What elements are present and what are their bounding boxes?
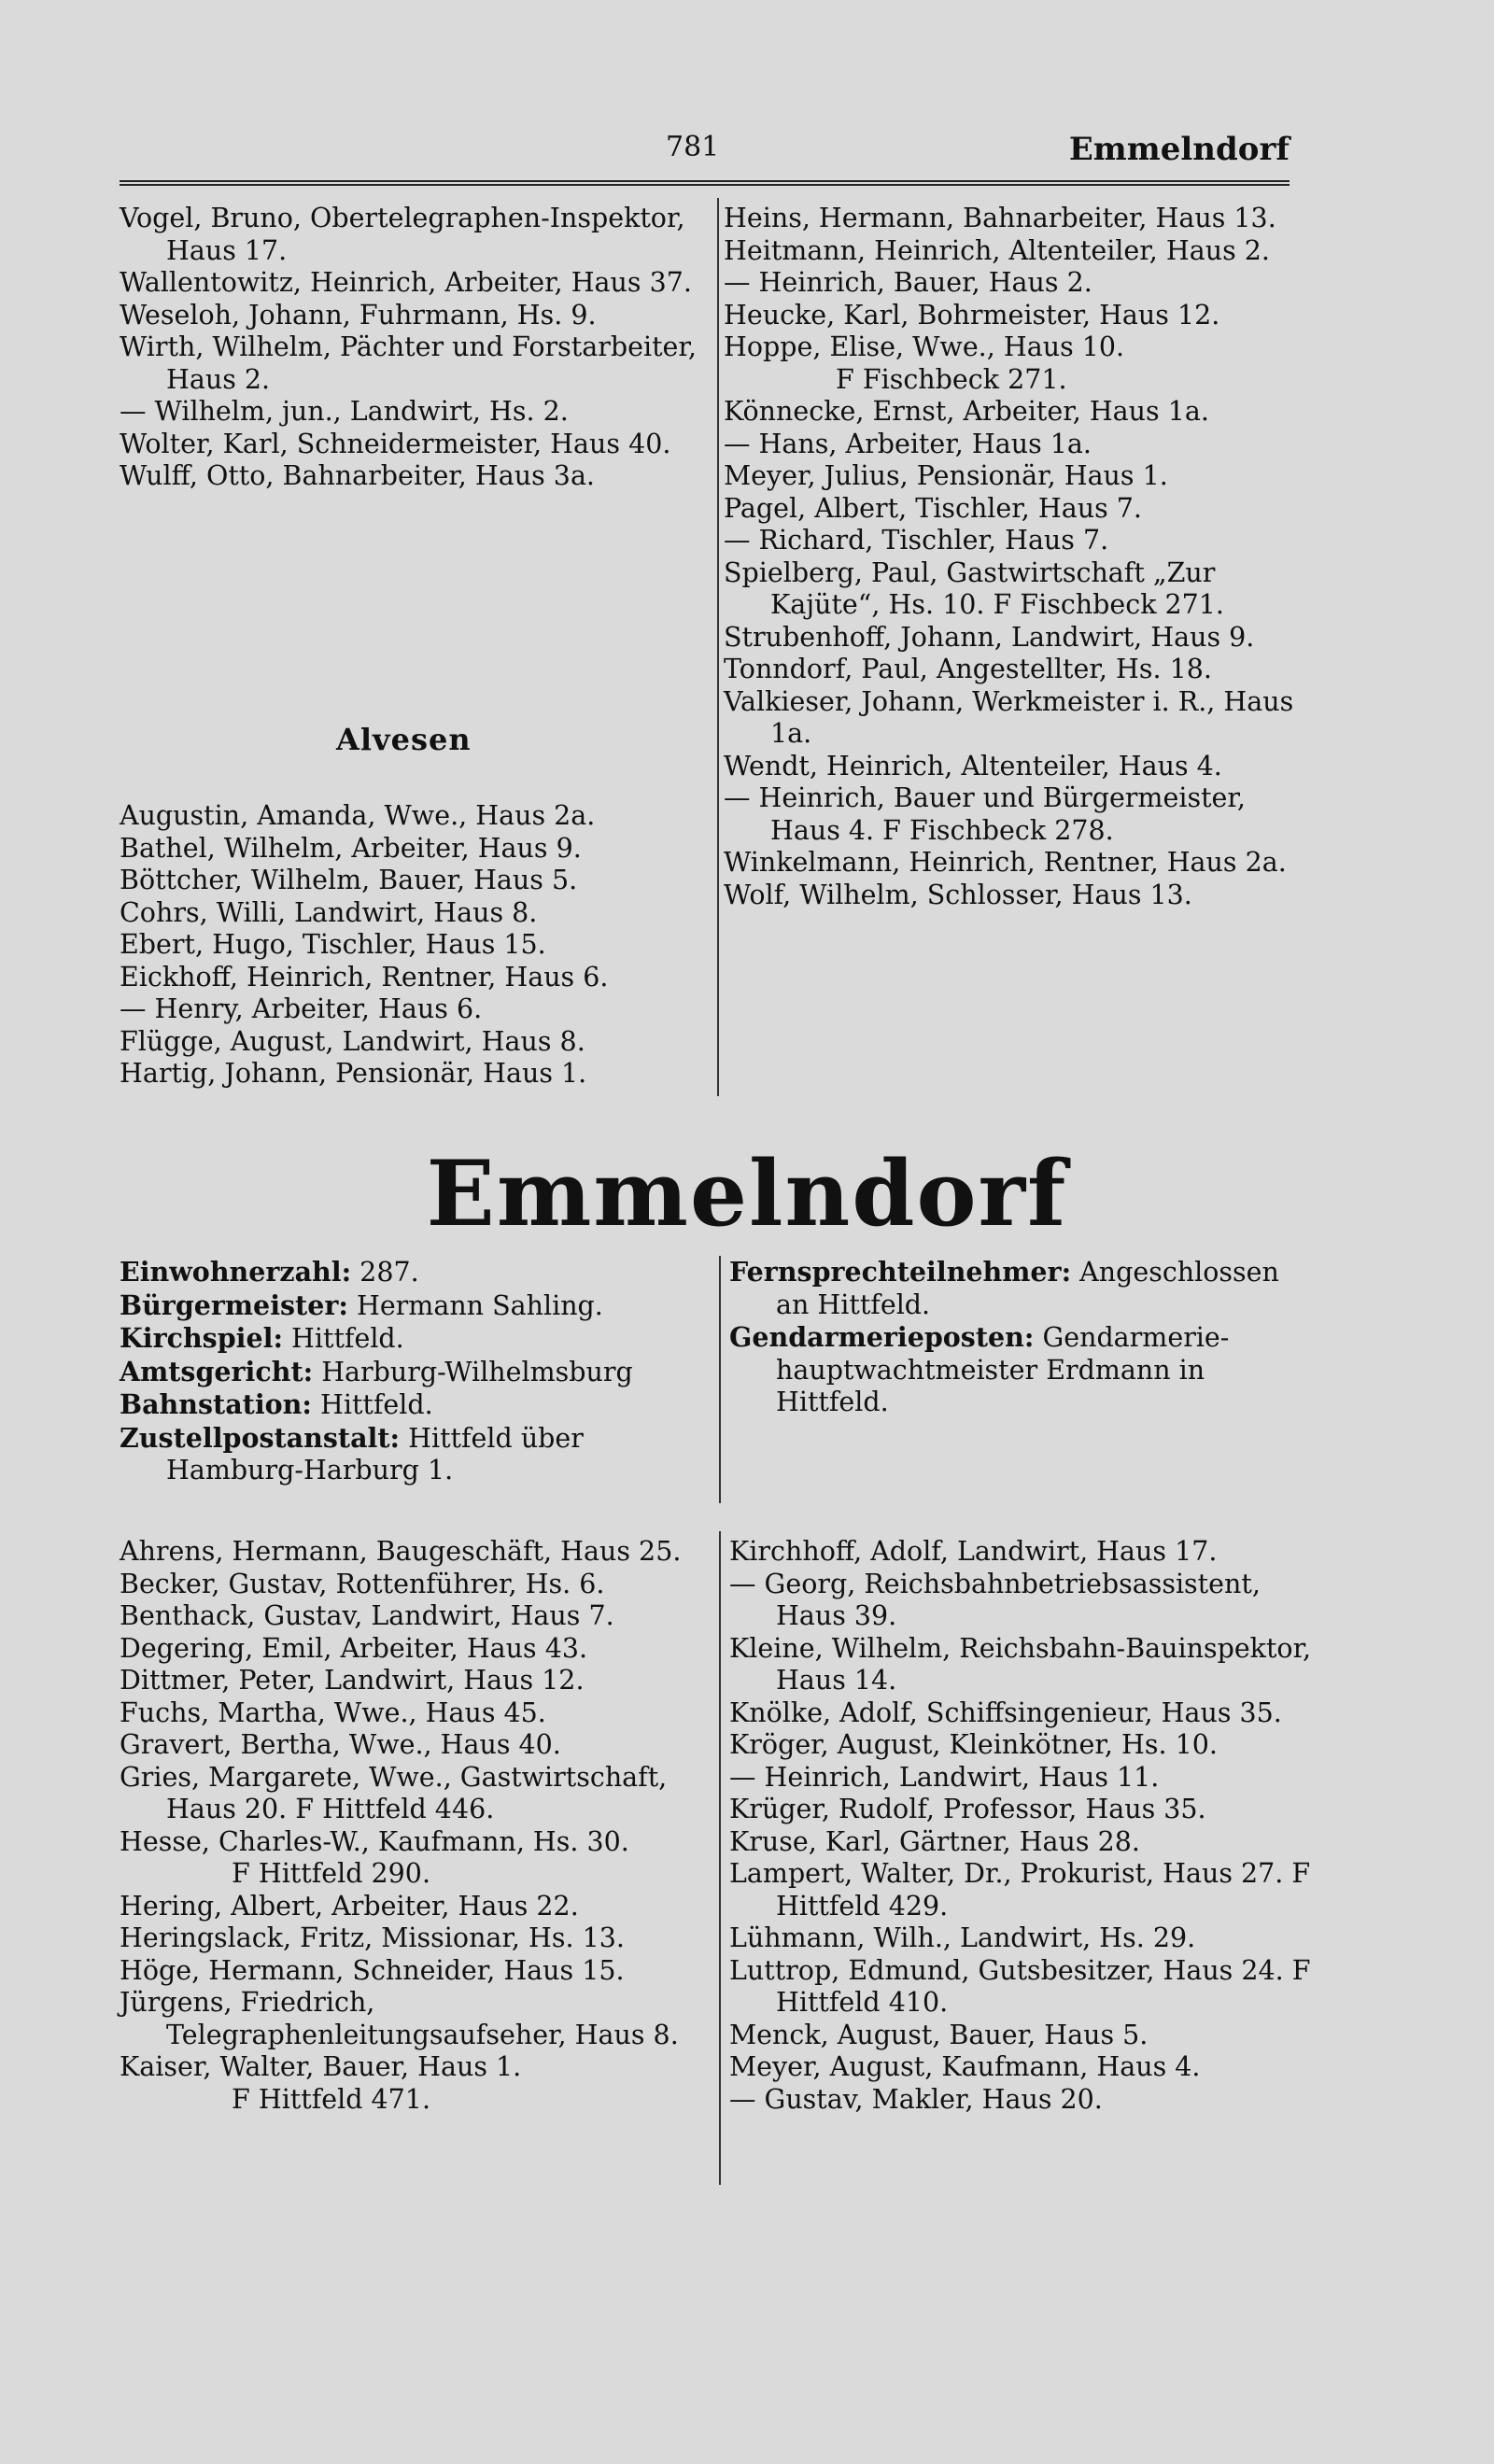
entry-text: — Heinrich, Bauer, Haus 2. (724, 267, 1092, 298)
directory-entry (729, 1762, 1327, 1795)
info-row (729, 1256, 1308, 1321)
directory-entry (724, 622, 1303, 655)
info-value: Hittfeld. (311, 1389, 433, 1420)
directory-entry (120, 1697, 717, 1730)
directory-entry (729, 1858, 1327, 1922)
entry-text: Wallentowitz, Heinrich, Arbeiter, Haus 37. (120, 267, 692, 298)
entry-text: Weseloh, Johann, Fuhrmann, Hs. 9. (120, 299, 597, 331)
top-left-column (120, 203, 717, 493)
entry-text: Krüger, Rudolf, Professor, Haus 35. (729, 1794, 1206, 1824)
entry-text: Menck, August, Bauer, Haus 5. (729, 2019, 1149, 2050)
entry-phone: F Hittfeld 471. (232, 2083, 430, 2115)
entry-text: Eickhoff, Heinrich, Rentner, Haus 6. (120, 961, 609, 993)
entry-text: Wulff, Otto, Bahnarbeiter, Haus 3a. (120, 460, 595, 491)
info-value: Hittfeld. (282, 1323, 404, 1354)
entry-text: — Richard, Tischler, Haus 7. (724, 525, 1109, 556)
entry-text: Valkieser, Johann, Werkmeister i. R., Haus 1a. (724, 685, 1294, 749)
directory-entry (120, 865, 717, 897)
info-key: Amtsgericht: (120, 1355, 314, 1387)
entry-text: Wirth, Wilhelm, Pächter und Forstarbeiter, Haus 2. (120, 331, 697, 395)
entry-text: Winkelmann, Heinrich, Rentner, Haus 2a. (724, 847, 1287, 878)
bottom-right-column (729, 1536, 1327, 2116)
entry-text: — Heinrich, Bauer und Bürgermeister, Haus 4. F Fischbeck 278. (724, 782, 1246, 846)
top-right-column (724, 203, 1303, 911)
entry-text: Hartig, Johann, Pensionär, Haus 1. (120, 1058, 587, 1089)
directory-entry (729, 1569, 1327, 1633)
directory-entry (724, 429, 1303, 461)
entry-text: — Henry, Arbeiter, Haus 6. (120, 993, 483, 1024)
info-key: Zustellpostanstalt: (120, 1421, 401, 1454)
directory-entry (724, 847, 1303, 880)
bottom-left-column (120, 1536, 717, 2116)
directory-entry (724, 203, 1303, 235)
info-value: Hittfeld über Hamburg-Harburg 1. (166, 1422, 584, 1485)
entry-text: Heringslack, Fritz, Missionar, Hs. 13. (120, 1922, 625, 1953)
entry-text: Lampert, Walter, Dr., Prokurist, Haus 27. F Hittfeld 429. (729, 1858, 1311, 1922)
entry-text: — Wilhelm, jun., Landwirt, Hs. 2. (120, 396, 569, 427)
directory-entry (729, 1826, 1327, 1859)
info-value: Hermann Sahling. (347, 1289, 603, 1321)
entry-text: Vogel, Bruno, Obertelegraphen-Inspektor, Haus 17. (120, 203, 685, 266)
entry-text: Gravert, Bertha, Wwe., Haus 40. (120, 1729, 561, 1760)
column-divider-info (719, 1256, 721, 1503)
directory-entry (724, 331, 1303, 396)
directory-entry (120, 1633, 717, 1666)
directory-entry (120, 962, 717, 994)
entry-text: Könnecke, Ernst, Arbeiter, Haus 1a. (724, 396, 1209, 427)
entry-text: Meyer, Julius, Pensionär, Haus 1. (724, 460, 1168, 491)
info-row (120, 1356, 717, 1389)
directory-entry (120, 929, 717, 962)
info-value: Gendarmerie-hauptwachtmeister Erdmann in Hittfeld. (776, 1322, 1230, 1417)
info-key: Einwohnerzahl: (120, 1256, 352, 1288)
info-value: Harburg-Wilhelmsburg (313, 1356, 633, 1387)
entry-text: Heucke, Karl, Bohrmeister, Haus 12. (724, 299, 1220, 331)
directory-entry (120, 2051, 717, 2116)
column-divider-top (717, 198, 719, 1096)
directory-entry (724, 654, 1303, 686)
directory-entry (120, 1987, 717, 2051)
running-title: Emmelndorf (1068, 131, 1290, 168)
info-value: Angeschlossen an Hittfeld. (776, 1257, 1279, 1320)
entry-text: Augustin, Amanda, Wwe., Haus 2a. (120, 800, 596, 831)
entry-text: Böttcher, Wilhelm, Bauer, Haus 5. (120, 865, 578, 895)
directory-entry (120, 267, 717, 300)
directory-entry (724, 460, 1303, 493)
entry-text: Kruse, Karl, Gärtner, Haus 28. (729, 1825, 1140, 1857)
directory-entry (724, 493, 1303, 526)
info-row (120, 1322, 717, 1356)
entry-phone: F Fischbeck 271. (836, 363, 1067, 395)
directory-entry (120, 331, 717, 396)
entry-text: Pagel, Albert, Tischler, Haus 7. (724, 492, 1142, 524)
directory-entry (729, 2051, 1327, 2084)
directory-entry (120, 300, 717, 332)
entry-text: Heitmann, Heinrich, Altenteiler, Haus 2. (724, 234, 1270, 266)
entry-text: — Heinrich, Landwirt, Haus 11. (729, 1761, 1160, 1793)
directory-entry (729, 1955, 1327, 2020)
directory-entry (724, 235, 1303, 268)
info-row (120, 1422, 717, 1487)
entry-text: Becker, Gustav, Rottenführer, Hs. 6. (120, 1568, 605, 1599)
info-row (120, 1388, 717, 1422)
directory-entry (724, 396, 1303, 429)
directory-entry (120, 203, 717, 267)
directory-entry (724, 782, 1303, 847)
directory-entry (724, 686, 1303, 751)
directory-entry (120, 429, 717, 461)
directory-entry (729, 1633, 1327, 1697)
entry-text: — Hans, Arbeiter, Haus 1a. (724, 428, 1092, 459)
directory-entry (724, 267, 1303, 300)
directory-entry (120, 1729, 717, 1762)
info-value: 287. (351, 1257, 419, 1288)
directory-entry (120, 460, 717, 493)
entry-text: Ebert, Hugo, Tischler, Haus 15. (120, 929, 546, 960)
directory-entry (120, 833, 717, 866)
directory-entry (120, 1762, 717, 1826)
directory-entry (120, 1955, 717, 1988)
entry-text: Kröger, August, Kleinkötner, Hs. 10. (729, 1729, 1218, 1760)
entry-text: — Gustav, Makler, Haus 20. (729, 2083, 1103, 2115)
page-number: 781 (666, 131, 720, 163)
directory-entry (120, 1600, 717, 1633)
info-left-column (120, 1256, 717, 1487)
entry-text: Fuchs, Martha, Wwe., Haus 45. (120, 1697, 546, 1728)
entry-text: Hesse, Charles-W., Kaufmann, Hs. 30. (120, 1825, 629, 1857)
directory-entry (729, 1922, 1327, 1955)
directory-entry (120, 1026, 717, 1059)
info-key: Bahnstation: (120, 1388, 312, 1420)
entry-text: — Georg, Reichsbahnbetriebsassistent, Haus 39. (729, 1568, 1261, 1631)
info-key: Fernsprechteilnehmer: (729, 1256, 1072, 1288)
entry-text: Benthack, Gustav, Landwirt, Haus 7. (120, 1600, 614, 1631)
entry-text: Degering, Emil, Arbeiter, Haus 43. (120, 1632, 588, 1664)
directory-entry (120, 1569, 717, 1601)
info-right-column (729, 1256, 1308, 1419)
alvesen-column (120, 800, 717, 1091)
info-row (729, 1321, 1308, 1419)
directory-entry (729, 2020, 1327, 2052)
info-row (120, 1289, 717, 1323)
entry-text: Kaiser, Walter, Bauer, Haus 1. (120, 2051, 522, 2082)
entry-text: Wendt, Heinrich, Altenteiler, Haus 4. (724, 750, 1222, 781)
directory-entry (729, 1536, 1327, 1569)
entry-text: Hering, Albert, Arbeiter, Haus 22. (120, 1890, 579, 1922)
entry-text: Lühmann, Wilh., Landwirt, Hs. 29. (729, 1922, 1196, 1953)
entry-text: Jürgens, Friedrich, Telegraphenleitungsaufseher, Haus 8. (120, 1987, 679, 2050)
entry-text: Knölke, Adolf, Schiffsingenieur, Haus 35. (729, 1697, 1282, 1728)
directory-entry (120, 993, 717, 1026)
directory-entry (729, 2084, 1327, 2117)
directory-entry (729, 1729, 1327, 1762)
info-key: Gendarmerieposten: (729, 1321, 1035, 1353)
directory-entry (724, 525, 1303, 557)
directory-entry (120, 396, 717, 429)
info-key: Bürgermeister: (120, 1288, 348, 1321)
info-key: Kirchspiel: (120, 1322, 283, 1354)
directory-entry (120, 1922, 717, 1955)
entry-text: Flügge, August, Landwirt, Haus 8. (120, 1025, 585, 1057)
entry-text: Strubenhoff, Johann, Landwirt, Haus 9. (724, 621, 1255, 653)
directory-entry (724, 557, 1303, 622)
entry-text: Meyer, August, Kaufmann, Haus 4. (729, 2051, 1201, 2082)
directory-entry (120, 1536, 717, 1569)
directory-entry (120, 1891, 717, 1923)
directory-entry (120, 1665, 717, 1697)
entry-text: Dittmer, Peter, Landwirt, Haus 12. (120, 1665, 585, 1696)
directory-entry (120, 1058, 717, 1091)
entry-text: Heins, Hermann, Bahnarbeiter, Haus 13. (724, 203, 1276, 233)
page-header (120, 131, 1290, 177)
entry-text: Höge, Hermann, Schneider, Haus 15. (120, 1954, 625, 1986)
directory-entry (729, 1794, 1327, 1826)
entry-text: Ahrens, Hermann, Baugeschäft, Haus 25. (120, 1536, 682, 1567)
directory-entry (724, 751, 1303, 783)
entry-text: Spielberg, Paul, Gastwirtschaft „Zur Kajüte“, Hs. 10. F Fischbeck 271. (724, 556, 1224, 620)
directory-entry (724, 880, 1303, 912)
entry-text: Hoppe, Elise, Wwe., Haus 10. (724, 331, 1125, 362)
directory-entry (729, 1697, 1327, 1730)
entry-text: Wolter, Karl, Schneidermeister, Haus 40. (120, 428, 671, 459)
entry-text: Wolf, Wilhelm, Schlosser, Haus 13. (724, 879, 1192, 910)
directory-entry (120, 897, 717, 930)
entry-text: Gries, Margarete, Wwe., Gastwirtschaft, Haus 20. F Hittfeld 446. (120, 1761, 668, 1824)
place-title: Emmelndorf (426, 1141, 1068, 1246)
entry-text: Bathel, Wilhelm, Arbeiter, Haus 9. (120, 832, 582, 864)
directory-entry (724, 300, 1303, 332)
entry-text: Tonndorf, Paul, Angestellter, Hs. 18. (724, 654, 1212, 684)
entry-text: Kirchhoff, Adolf, Landwirt, Haus 17. (729, 1536, 1218, 1567)
header-rule (120, 180, 1290, 182)
info-row (120, 1256, 717, 1289)
entry-text: Luttrop, Edmund, Gutsbesitzer, Haus 24. F Hittfeld 410. (729, 1954, 1311, 2018)
section-heading-alvesen: Alvesen (336, 722, 472, 757)
directory-entry (120, 800, 717, 833)
entry-text: Kleine, Wilhelm, Reichsbahn-Bauinspektor, Haus 14. (729, 1632, 1312, 1696)
entry-phone: F Hittfeld 290. (232, 1858, 430, 1889)
directory-entry (120, 1826, 717, 1891)
entry-text: Cohrs, Willi, Landwirt, Haus 8. (120, 896, 538, 928)
column-divider-bottom (719, 1531, 721, 2185)
